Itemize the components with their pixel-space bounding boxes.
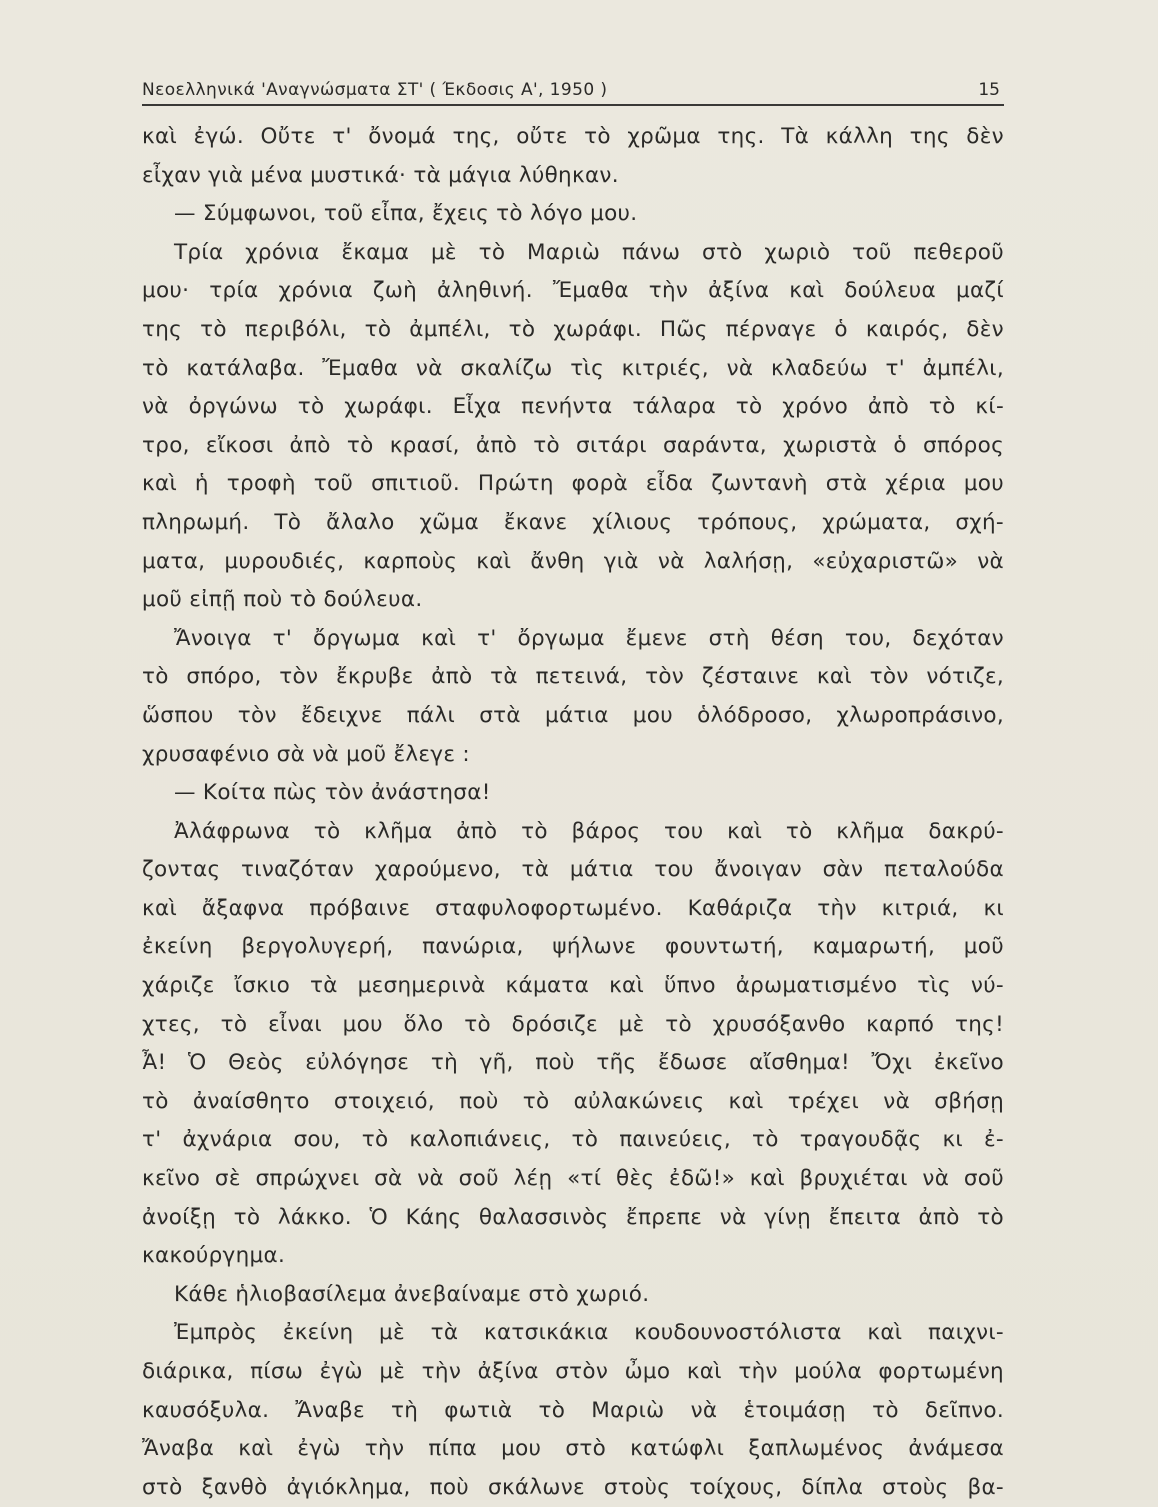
text-line: τὸ ἀναίσθητο στοιχειό, ποὺ τὸ αὐλακώνεις καὶ τρέχει νὰ σβήσῃ	[142, 1088, 1004, 1114]
text-line: ματα, μυρουδιές, καρποὺς καὶ ἄνθη γιὰ νὰ λαλήσῃ, «εὐχαριστῶ» νὰ	[142, 548, 1004, 574]
text-line: καὶ ἄξαφνα πρόβαινε σταφυλοφορτωμένο. Καθάριζα τὴν κιτριά, κι	[142, 895, 1004, 921]
text-line: διάρικα, πίσω ἐγὼ μὲ τὴν ἀξίνα στὸν ὦμο καὶ τὴν μούλα φορτωμένη	[142, 1359, 1004, 1384]
text-line: τ' ἀχνάρια σου, τὸ καλοπιάνεις, τὸ παινεύεις, τὸ τραγουδᾷς κι ἐ-	[142, 1127, 1004, 1153]
text-line: Ἆ! Ὁ Θεὸς εὐλόγησε τὴ γῆ, ποὺ τῆς ἔδωσε αἴσθημα! Ὄχι ἐκεῖνο	[142, 1050, 1004, 1076]
text-line: καὶ ἐγώ. Οὔτε τ' ὄνομά της, οὔτε τὸ χρῶμα της. Τὰ κάλλη της δὲν	[142, 124, 1004, 149]
text-line: τρο, εἴκοσι ἀπὸ τὸ κρασί, ἀπὸ τὸ σιτάρι σαράντα, χωριστὰ ὁ σπόρος	[142, 432, 1004, 458]
page-header	[142, 72, 1004, 106]
body-text	[142, 118, 1004, 1507]
text-line: Ἐμπρὸς ἐκείνη μὲ τὰ κατσικάκια κουδουνοστόλιστα καὶ παιχνι-	[174, 1320, 1004, 1346]
text-line: μου· τρία χρόνια ζωὴ ἀληθινή. Ἔμαθα τὴν ἀξίνα καὶ δούλευα μαζί	[142, 278, 1004, 304]
text-line: — Κοίτα πὼς τὸν ἀνάστησα!	[174, 780, 491, 806]
text-line: ἀνοίξῃ τὸ λάκκο. Ὁ Κάης θαλασσινὸς ἔπρεπε νὰ γίνῃ ἔπειτα ἀπὸ τὸ	[142, 1204, 1004, 1230]
text-line: χτες, τὸ εἶναι μου ὅλο τὸ δρόσιζε μὲ τὸ χρυσόξανθο καρπό της!	[142, 1011, 1004, 1037]
text-line: Ἀλάφρωνα τὸ κλῆμα ἀπὸ τὸ βάρος του καὶ τὸ κλῆμα δακρύ-	[174, 818, 1004, 844]
text-line: τὸ κατάλαβα. Ἔμαθα νὰ σκαλίζω τὶς κιτριές, νὰ κλαδεύω τ' ἀμπέλι,	[142, 355, 1004, 381]
text-line: ζοντας τιναζόταν χαρούμενο, τὰ μάτια του ἄνοιγαν σὰν πεταλούδα	[142, 857, 1004, 883]
text-line: νὰ ὀργώνω τὸ χωράφι. Εἶχα πενήντα τάλαρα τὸ χρόνο ἀπὸ τὸ κί-	[142, 394, 1004, 420]
text-line: της τὸ περιβόλι, τὸ ἀμπέλι, τὸ χωράφι. Πῶς πέρναγε ὁ καιρός, δὲν	[142, 316, 1004, 342]
text-line: τὸ σπόρο, τὸν ἔκρυβε ἀπὸ τὰ πετεινά, τὸν ζέσταινε καὶ τὸν νότιζε,	[142, 664, 1004, 690]
text-line: εἶχαν γιὰ μένα μυστικά· τὰ μάγια λύθηκαν.	[142, 162, 619, 188]
text-line: Τρία χρόνια ἔκαμα μὲ τὸ Μαριὼ πάνω στὸ χωριὸ τοῦ πεθεροῦ	[174, 239, 1004, 265]
text-line: κεῖνο σὲ σπρώχνει σὰ νὰ σοῦ λέῃ «τί θὲς ἐδῶ!» καὶ βρυχιέται νὰ σοῦ	[142, 1166, 1004, 1192]
text-line: — Σύμφωνοι, τοῦ εἶπα, ἔχεις τὸ λόγο μου.	[174, 201, 638, 227]
text-line: πληρωμή. Τὸ ἄλαλο χῶμα ἔκανε χίλιους τρόπους, χρώματα, σχή-	[142, 509, 1004, 535]
text-line: ἐκείνη βεργολυγερή, πανώρια, ψήλωνε φουντωτή, καμαρωτή, μοῦ	[142, 934, 1004, 960]
text-line: στὸ ξανθὸ ἀγιόκλημα, ποὺ σκάλωνε στοὺς τοίχους, δίπλα στοὺς βα-	[142, 1474, 1004, 1500]
text-line: μοῦ εἰπῇ ποὺ τὸ δούλευα.	[142, 587, 423, 613]
text-line: κακούργημα.	[142, 1243, 286, 1269]
text-line: Ἄναβα καὶ ἐγὼ τὴν πίπα μου στὸ κατώφλι ξαπλωμένος ἀνάμεσα	[142, 1436, 1004, 1462]
text-line: Κάθε ἡλιοβασίλεμα ἀνεβαίναμε στὸ χωριό.	[174, 1281, 650, 1307]
text-line: χάριζε ἴσκιο τὰ μεσημερινὰ κάματα καὶ ὕπνο ἀρωματισμένο τὶς νύ-	[142, 973, 1004, 999]
text-line: Ἄνοιγα τ' ὄργωμα καὶ τ' ὄργωμα ἔμενε στὴ θέση του, δεχόταν	[174, 625, 1004, 651]
text-line: καὶ ἡ τροφὴ τοῦ σπιτιοῦ. Πρώτη φορὰ εἶδα ζωντανὴ στὰ χέρια μου	[142, 471, 1004, 497]
page-number: 15	[978, 80, 1000, 100]
text-line: χρυσαφένιο σὰ νὰ μοῦ ἔλεγε :	[142, 741, 470, 767]
running-head: Νεοελληνικά 'Αναγνώσματα ΣΤ' ( Έκδοσις Α', 1950 )	[142, 80, 608, 100]
text-line: ὥσπου τὸν ἔδειχνε πάλι στὰ μάτια μου ὁλόδροσο, χλωροπράσινο,	[142, 702, 1004, 728]
text-line: καυσόξυλα. Ἄναβε τὴ φωτιὰ τὸ Μαριὼ νὰ ἑτοιμάσῃ τὸ δεῖπνο.	[142, 1397, 1004, 1423]
